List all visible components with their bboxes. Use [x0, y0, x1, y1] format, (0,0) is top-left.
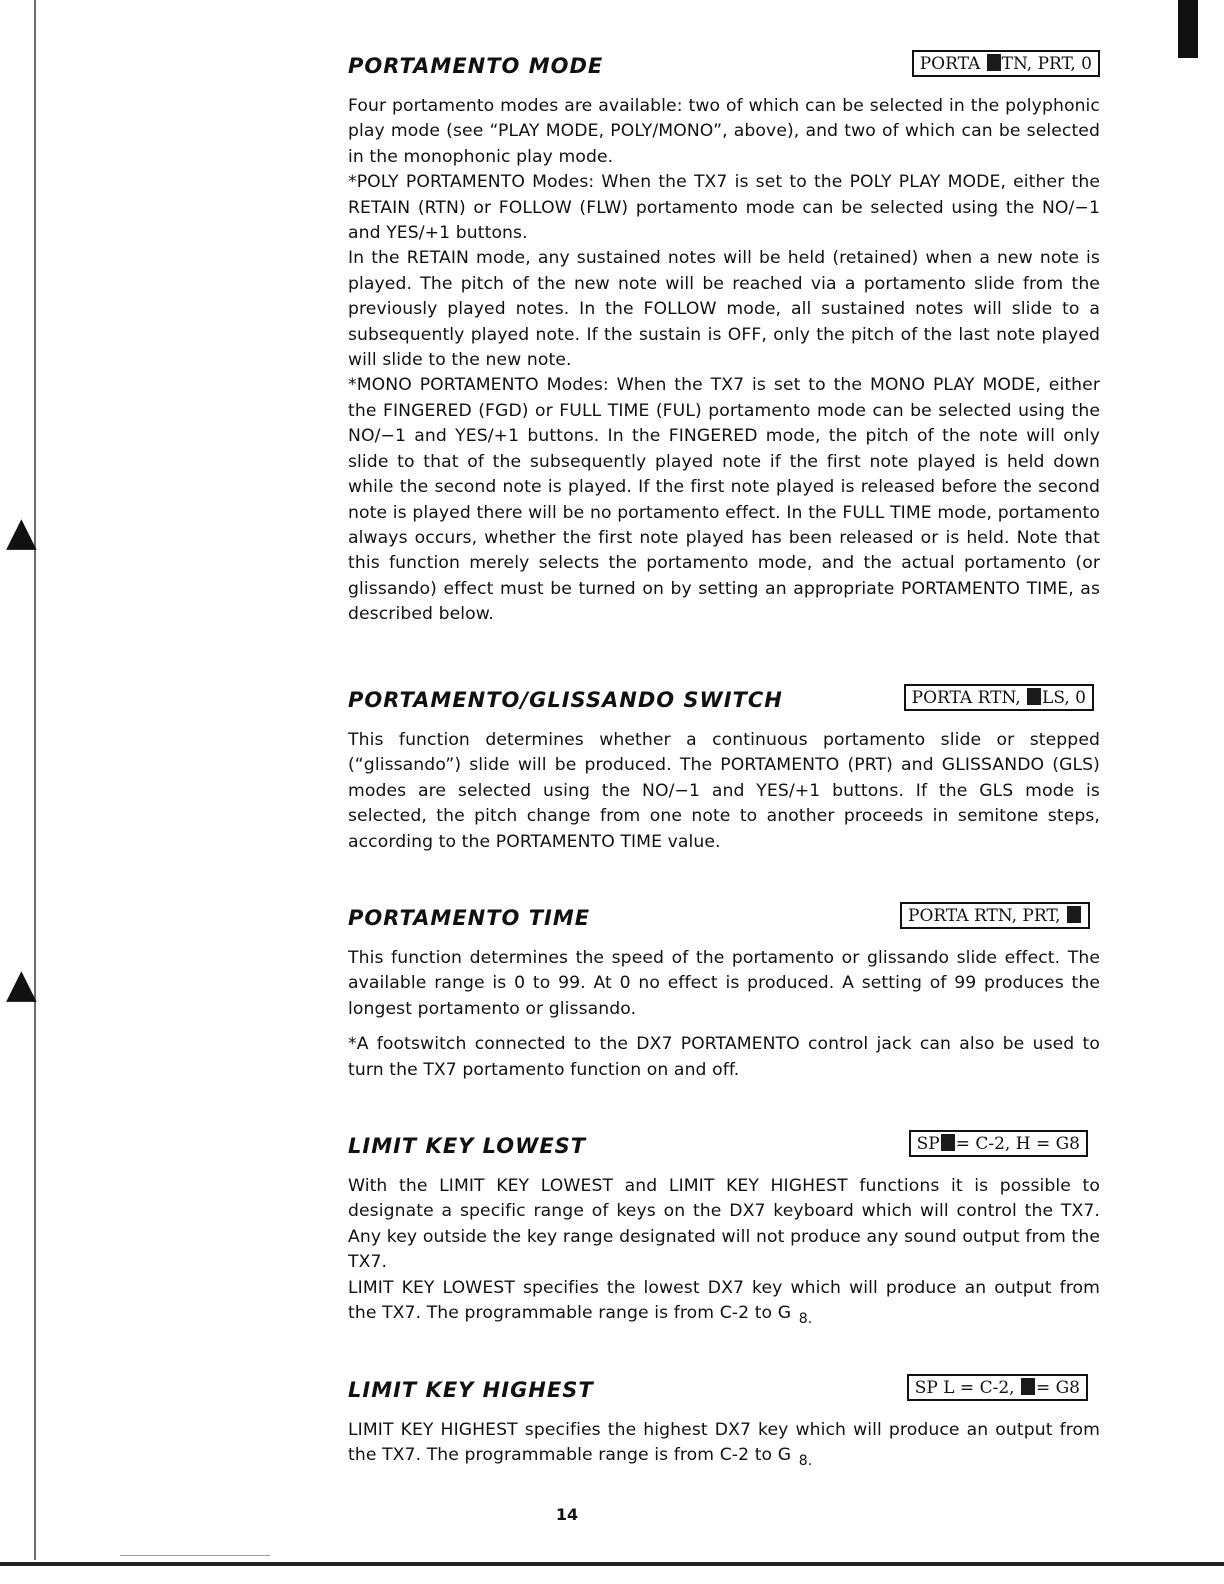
section-header: [344, 684, 1100, 720]
section-header: [344, 50, 1100, 86]
lcd-text-after: TN, PRT, 0: [1001, 54, 1092, 74]
subscript: 8.: [798, 1311, 813, 1328]
scan-bottom-line: [120, 1555, 270, 1556]
paragraph: [348, 1276, 1100, 1333]
section-title: PORTAMENTO TIME: [348, 906, 591, 930]
subscript: 8.: [798, 1453, 813, 1470]
paragraph-text: LIMIT KEY LOWEST specifies the lowest DX7 key which will produce an output from the TX7. The programmable range is from C-2 to G: [348, 1277, 1100, 1324]
lcd-display: [912, 50, 1100, 77]
lcd-text-after: = G8: [1035, 1378, 1080, 1398]
lcd-text-before: SP L = C-2,: [914, 1378, 1020, 1398]
paragraph: This function determines whether a continuous portamento slide or stepped (“glissando”) slide will be produced. The PORTAMENTO (PRT) and GLISSANDO (GLS) modes are selected using the NO/−1 and YES/+1 buttons. If the GLS mode is selected, the pitch change from one note to another proceeds in semitone steps, according to the PORTAMENTO TIME value.: [348, 730, 1100, 852]
lcd-text-after: LS, 0: [1042, 688, 1086, 708]
section-title: LIMIT KEY LOWEST: [348, 1134, 587, 1158]
paragraph: In the RETAIN mode, any sustained notes will be held (retained) when a new note is played. The pitch of the new note will be reached via a portamento slide from the previously played notes. In the FOLLOW mode, all sustained notes will slide to a subsequently played note. If the sustain is OFF, only the pitch of the last note played will slide to the new note.: [348, 248, 1100, 371]
section-limit-key-highest: [344, 1374, 1100, 1475]
lcd-cursor-block: [1067, 906, 1081, 923]
scan-bottom-edge: [0, 1562, 1224, 1566]
section-header: [344, 1130, 1100, 1166]
lcd-text-before: SP: [916, 1134, 940, 1154]
paragraph: With the LIMIT KEY LOWEST and LIMIT KEY HIGHEST functions it is possible to designate a specific range of keys on the DX7 keyboard which will control the TX7. Any key outside the key range designated will not produce any sound output from the TX7.: [348, 1176, 1100, 1273]
section-portamento-mode: [344, 50, 1100, 628]
section-header: [344, 1374, 1100, 1410]
section-portamento-glissando-switch: [344, 684, 1100, 855]
lcd-cursor-block: [1021, 1378, 1035, 1395]
lcd-display: [907, 1374, 1088, 1401]
lcd-cursor-block: [941, 1134, 955, 1151]
paragraph: This function determines the speed of the portamento or glissando slide effect. The available range is 0 to 99. At 0 no effect is produced. A setting of 99 produces the longest portamento or glissando.: [348, 948, 1100, 1019]
lcd-text-before: PORTA: [919, 54, 986, 74]
section-limit-key-lowest: [344, 1130, 1100, 1332]
paragraph: *POLY PORTAMENTO Modes: When the TX7 is set to the POLY PLAY MODE, either the RETAIN (RTN) or FOLLOW (FLW) portamento mode can be selected using the NO/−1 and YES/+1 buttons.: [348, 172, 1100, 244]
paragraph: Four portamento modes are available: two of which can be selected in the polyphonic play mode (see “PLAY MODE, POLY/MONO”, above), and two of which can be selected in the monophonic play mode.: [348, 96, 1100, 167]
lcd-cursor-block: [987, 54, 1001, 71]
paragraph: *A footswitch connected to the DX7 PORTAMENTO control jack can also be used to turn the TX7 portamento function on and off.: [348, 1034, 1100, 1080]
paragraph: [348, 1418, 1100, 1475]
lcd-display: [909, 1130, 1088, 1157]
paragraph: *MONO PORTAMENTO Modes: When the TX7 is set to the MONO PLAY MODE, either the FINGERED (FGD) or FULL TIME (FUL) portamento mode can be selected using the NO/−1 and YES/+1 buttons. In the FINGERED mode, the pitch of the note will only slide to that of the subsequently played note if the first note played is held down while the second note is played. If the first note played is released before the second note is played there will be no portamento effect. In the FULL TIME mode, portamento always occurs, whether the first note played has been released or is held. Note that this function merely selects the portamento mode, and the actual portamento (or glissando) effect must be turned on by setting an appropriate PORTAMENTO TIME, as described below.: [348, 375, 1100, 625]
section-portamento-time: [344, 902, 1100, 1083]
paragraph-text: LIMIT KEY HIGHEST specifies the highest DX7 key which will produce an output from the TX7. The programmable range is from C-2 to G: [348, 1420, 1100, 1466]
scan-left-edge: [34, 0, 36, 1560]
section-header: [344, 902, 1100, 938]
lcd-cursor-block: [1027, 688, 1041, 705]
lcd-display: [900, 902, 1090, 929]
section-title: PORTAMENTO MODE: [348, 54, 604, 78]
lcd-text-before: PORTA RTN, PRT,: [908, 906, 1066, 926]
binder-punch-mark: ▲: [6, 509, 37, 555]
lcd-text-before: PORTA RTN,: [911, 688, 1027, 708]
section-title: LIMIT KEY HIGHEST: [348, 1378, 594, 1402]
section-title: PORTAMENTO/GLISSANDO SWITCH: [348, 688, 783, 712]
binder-punch-mark: ▲: [6, 961, 37, 1007]
scan-corner-mark: [1178, 0, 1198, 58]
lcd-display: [904, 684, 1094, 711]
page-number: 14: [555, 1505, 579, 1524]
lcd-text-after: = C-2, H = G8: [955, 1134, 1080, 1154]
